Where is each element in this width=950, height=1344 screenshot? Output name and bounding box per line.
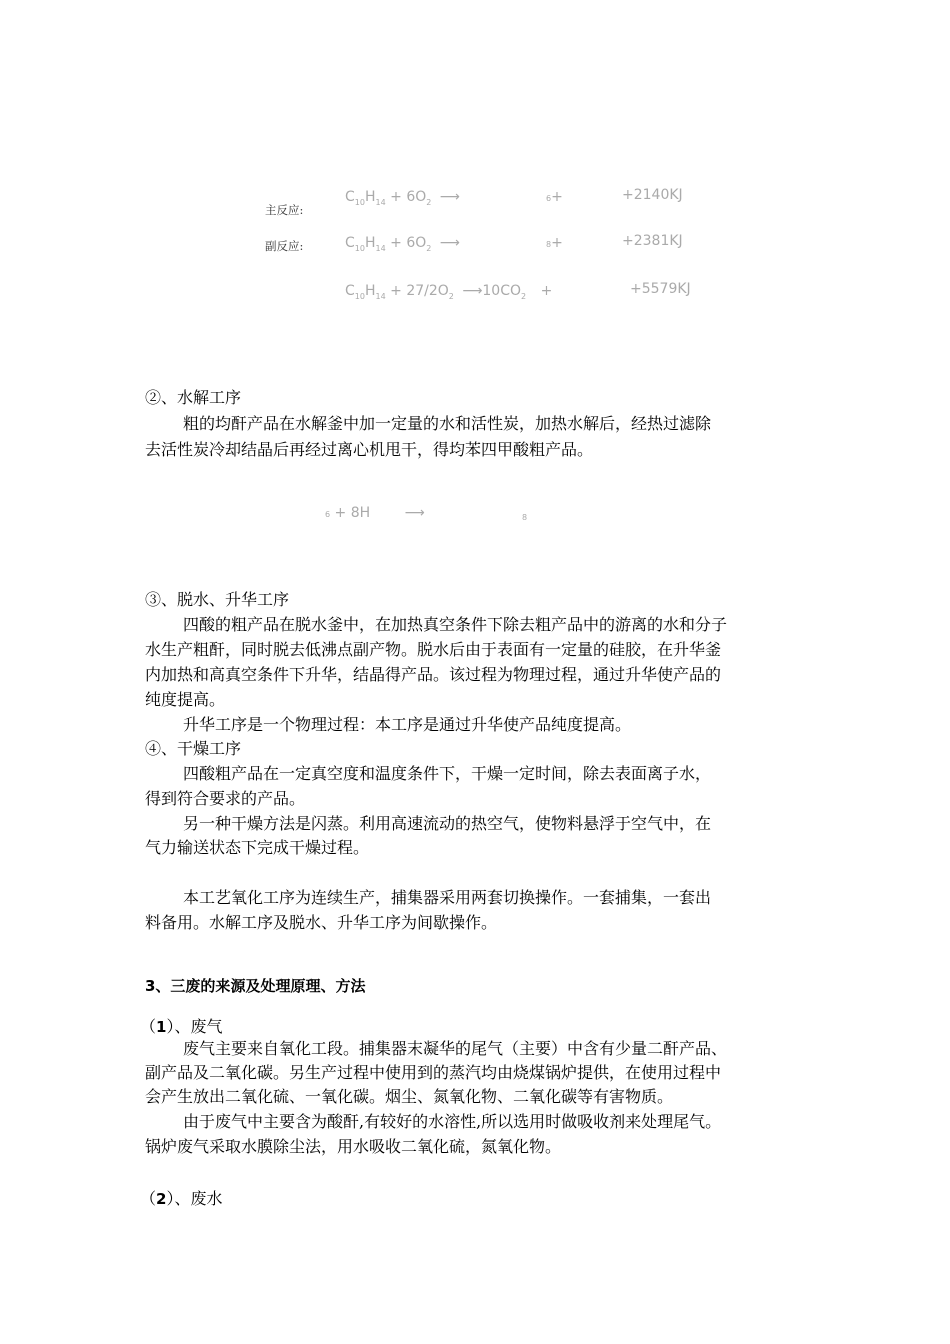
paragraph-line: 会产生放出二氧化硫、一氧化碳。烟尘、氮氧化物、二氧化碳等有害物质。 [145, 1087, 674, 1106]
hyd-coef: 6 [325, 510, 331, 519]
r3-h: H [364, 283, 376, 299]
r3-h-sub: 14 [375, 291, 386, 301]
reaction-1-product [546, 190, 563, 204]
r3-co2-sub: 2 [521, 291, 527, 301]
reaction-1-energy: +2140KJ [622, 187, 683, 203]
r2-h-sub: 14 [375, 243, 386, 253]
r2-arrow: ⟶ [439, 235, 460, 251]
paragraph-line: 本工艺氧化工序为连续生产，捕集器采用两套切换操作。一套捕集，一套出 [183, 888, 712, 907]
side-reaction-label: 副反应: [265, 239, 304, 253]
hyd-arrow: ⟶ [404, 505, 425, 521]
section-dehydration-title: ③、脱水、升华工序 [145, 590, 290, 609]
w2-num: 2 [156, 1190, 167, 1208]
paragraph-line: 由于废气中主要含为酸酐,有较好的水溶性,所以选用时做吸收剂来处理尾气。 [183, 1112, 722, 1131]
r1-arrow: ⟶ [439, 189, 460, 205]
waste-gas-heading [140, 1014, 222, 1037]
w2-prefix: （ [140, 1189, 157, 1208]
section-drying-title: ④、干燥工序 [145, 739, 242, 758]
r2-h: H [364, 235, 376, 251]
reaction-2-energy: +2381KJ [622, 233, 683, 249]
paragraph-line: 废气主要来自氧化工段。捕集器末凝华的尾气（主要）中含有少量二酐产品、 [183, 1039, 728, 1058]
paragraph-line: 得到符合要求的产品。 [145, 789, 306, 808]
w1-suffix: ）、废气 [166, 1017, 223, 1036]
hydrolysis-equation [325, 506, 425, 520]
paragraph-line: 四酸粗产品在一定真空度和温度条件下，干燥一定时间，除去表面离子水， [183, 764, 712, 783]
r1-h: H [364, 189, 376, 205]
reaction-2-product [546, 236, 563, 250]
r3-c: C [345, 283, 355, 299]
paragraph-line: 副产品及二氧化碳。另生产过程中使用到的蒸汽均由烧煤锅炉提供，在使用过程中 [145, 1063, 722, 1082]
reaction-3 [345, 284, 552, 301]
hydrolysis-product [522, 509, 527, 523]
hyd-term: + 8H [334, 505, 371, 521]
w2-suffix: ）、废水 [166, 1189, 223, 1208]
w1-prefix: （ [140, 1017, 157, 1036]
r1-o2: + 6O [390, 189, 427, 205]
r1-coef: 6 [546, 194, 552, 203]
hyd-prod: 8 [522, 513, 528, 522]
paragraph-line: 内加热和高真空条件下升华，结晶得产品。该过程为物理过程，通过升华使产品的 [145, 665, 722, 684]
paragraph-line: 锅炉废气采取水膜除尘法，用水吸收二氧化硫，氮氧化物。 [145, 1137, 562, 1156]
r2-o2-sub: 2 [426, 243, 432, 253]
paragraph-line: 另一种干燥方法是闪蒸。利用高速流动的热空气，使物料悬浮于空气中，在 [183, 814, 712, 833]
r2-o2: + 6O [390, 235, 427, 251]
reaction-3-energy: +5579KJ [630, 281, 691, 297]
r3-o2: + 27/2O [390, 283, 449, 299]
r1-h-sub: 14 [375, 197, 386, 207]
paragraph-line: 气力输送状态下完成干燥过程。 [145, 838, 370, 857]
r3-o2-sub: 2 [448, 291, 454, 301]
waste-water-heading [140, 1186, 222, 1209]
r1-c: C [345, 189, 355, 205]
r2-c: C [345, 235, 355, 251]
reaction-2 [345, 236, 460, 253]
paragraph-line: 料备用。水解工序及脱水、升华工序为间歇操作。 [145, 913, 498, 932]
r2-plus: + [551, 235, 563, 251]
w1-num: 1 [156, 1018, 167, 1036]
r3-arrow-co2: ⟶10CO [462, 283, 522, 299]
r1-plus: + [551, 189, 563, 205]
paragraph-line: 四酸的粗产品在脱水釜中，在加热真空条件下除去粗产品中的游离的水和分子 [183, 615, 728, 634]
paragraph-line: 升华工序是一个物理过程：本工序是通过升华使产品纯度提高。 [183, 715, 632, 734]
paragraph-line: 纯度提高。 [145, 690, 226, 709]
paragraph-line: 粗的均酐产品在水解釜中加一定量的水和活性炭，加热水解后，经热过滤除 [183, 414, 712, 433]
section-3-heading: 3、三废的来源及处理原理、方法 [145, 977, 366, 995]
main-reaction-label: 主反应: [265, 203, 304, 217]
reaction-1 [345, 190, 460, 207]
r3-plus: + [540, 283, 553, 299]
paragraph-line: 水生产粗酐，同时脱去低沸点副产物。脱水后由于表面有一定量的硅胶，在升华釜 [145, 640, 722, 659]
r1-c-sub: 10 [354, 197, 365, 207]
r1-o2-sub: 2 [426, 197, 432, 207]
paragraph-line: 去活性炭冷却结晶后再经过离心机甩干，得均苯四甲酸粗产品。 [145, 440, 594, 459]
section-hydrolysis-title: ②、水解工序 [145, 388, 242, 407]
r2-coef: 8 [546, 240, 552, 249]
r3-c-sub: 10 [354, 291, 365, 301]
r2-c-sub: 10 [354, 243, 365, 253]
